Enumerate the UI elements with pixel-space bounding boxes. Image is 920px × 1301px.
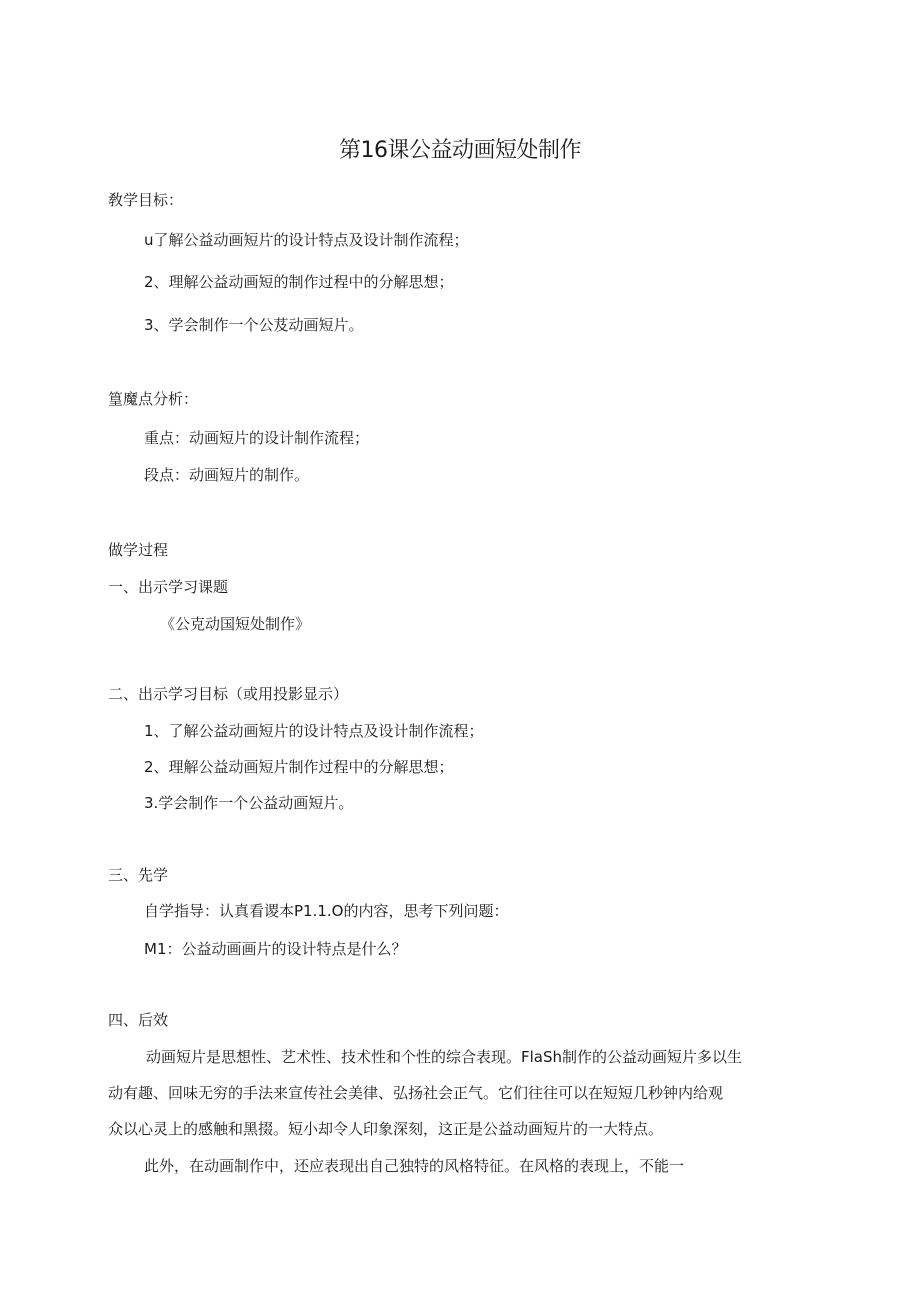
section-item: 《公克动国短处制作》: [160, 615, 311, 633]
section-item: M1：公益动画画片的设计特点是什么？: [144, 940, 407, 958]
section-item: 1、了解公益动画短片的设计特点及设计制作流程；: [144, 722, 484, 740]
paragraph-line: 众以心灵上的感触和黑掇。短小却令人印象深刻，这正是公益动画短片的一大特点。: [108, 1120, 664, 1138]
objective-item: u了解公益动画短片的设计特点及设计制作流程；: [144, 231, 469, 249]
keypoint-item: 重点：动画短片的设计制作流程；: [144, 429, 370, 447]
paragraph-line: 动有趣、回味无穷的手法来宣传社会美律、弘扬社会正气。它们往往可以在短短几秒钟内给观: [108, 1084, 724, 1102]
section-heading: 三、先学: [108, 866, 169, 884]
keypoint-item: 段点：动画短片的制作。: [144, 466, 310, 484]
keypoints-heading: 篁魔点分析：: [108, 390, 199, 408]
objectives-heading: 敎学目标：: [108, 191, 184, 209]
section-item: 自学指导：认真看谡本P1.1.O的内容，思考下列问题：: [144, 902, 509, 920]
objective-item: 2、理解公益动画短的制作过程中的分解思想；: [144, 273, 454, 291]
paragraph-line: 动画短片是思想性、艺术性、技术性和个性的综合表现。FlaSh制作的公益动画短片多以生: [146, 1048, 743, 1066]
section-heading: 一、出示学习课题: [108, 578, 229, 596]
objective-item: 3、学会制作一个公芨动画短片。: [144, 316, 364, 334]
section-heading: 四、后效: [108, 1011, 169, 1029]
document-title: 第16课公益动画短处制作: [339, 138, 581, 163]
section-item: 2、理解公益动画短片制作过程中的分解思想；: [144, 758, 454, 776]
paragraph-line: 此外，在动画制作中，还应表现出自己独特的风格特征。在风格的表现上，不能一: [144, 1157, 685, 1175]
section-heading: 二、出示学习目标（或用投影显示）: [108, 685, 349, 703]
section-item: 3.学会制作一个公益动画短片。: [144, 794, 354, 812]
process-heading: 做学过程: [108, 541, 169, 559]
